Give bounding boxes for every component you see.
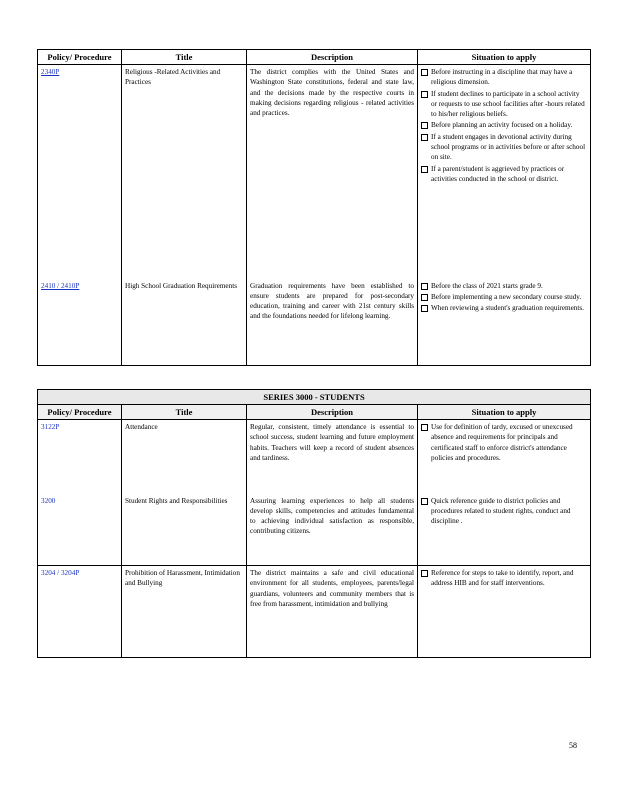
policy-link-2410[interactable]: 2410 / 2410P <box>41 281 80 290</box>
checkbox-bullet-icon <box>421 498 428 505</box>
table-row <box>38 420 591 494</box>
table-row <box>38 65 591 279</box>
policy-title: Student Rights and Responsibilities <box>122 494 247 566</box>
list-item: Before implementing a new secondary course study. <box>421 292 587 302</box>
policy-description: The district complies with the United States and Washington State constitutions, federal and state law, and the decisions made by the respective courts in making decisions regarding religious - related activities and practices. <box>247 65 418 279</box>
checkbox-bullet-icon <box>421 134 428 141</box>
policy-number: 3200 <box>38 494 122 566</box>
policy-title: Religious -Related Activities and Practices <box>122 65 247 279</box>
series-header-row <box>38 390 591 405</box>
header-description: Description <box>247 50 418 65</box>
policy-table-1 <box>37 49 591 366</box>
checkbox-bullet-icon <box>421 122 428 129</box>
header-policy: Policy/ Procedure <box>38 50 122 65</box>
list-item: Before instructing in a discipline that may have a religious dimension. <box>421 67 587 88</box>
policy-title: Prohibition of Harassment, Intimidation and Bullying <box>122 566 247 658</box>
checkbox-bullet-icon <box>421 166 428 173</box>
policy-number: 3122P <box>38 420 122 494</box>
header-situation: Situation to apply <box>418 50 591 65</box>
checkbox-bullet-icon <box>421 305 428 312</box>
table-row <box>38 279 591 366</box>
list-item: Before planning an activity focused on a holiday. <box>421 120 587 130</box>
situation-list <box>421 496 587 527</box>
list-item: If a student engages in devotional activity during school programs or in activities before or after school on site. <box>421 132 587 163</box>
table-header-row <box>38 50 591 65</box>
table-row <box>38 494 591 566</box>
checkbox-bullet-icon <box>421 69 428 76</box>
policy-title: Attendance <box>122 420 247 494</box>
checkbox-bullet-icon <box>421 91 428 98</box>
policy-description: Regular, consistent, timely attendance is essential to school success, student learning and future employment habits. Teachers will keep a record of student absences and tardiness. <box>247 420 418 494</box>
header-title: Title <box>122 50 247 65</box>
list-item: If a parent/student is aggrieved by practices or activities conducted in the school or district. <box>421 164 587 185</box>
header-title: Title <box>122 405 247 420</box>
policy-link-3204[interactable]: 3204 / 3204P <box>41 569 80 577</box>
policy-description: The district maintains a safe and civil educational environment for all students, employees, parents/legal guardians, volunteers and community members that is free from harassment, intimidation and bullying <box>247 566 418 658</box>
policy-description: Graduation requirements have been established to ensure students are prepared for post-secondary education, training and career with 21st century skills and the foundations needed for lifelong learning. <box>247 279 418 366</box>
policy-description: Assuring learning experiences to help all students develop skills, competencies and attitudes fundamental to achieving individual satisfaction as responsible, contributing citizens. <box>247 494 418 566</box>
list-item: If student declines to participate in a school activity or requests to use school facilities after -hours related to his/her religious beliefs. <box>421 89 587 120</box>
checkbox-bullet-icon <box>421 283 428 290</box>
checkbox-bullet-icon <box>421 294 428 301</box>
policy-link-2340p[interactable]: 2340P <box>41 68 60 76</box>
situation-list <box>421 281 587 314</box>
list-item: When reviewing a student's graduation requirements. <box>421 303 587 313</box>
situation-list <box>421 67 587 184</box>
list-item: Before the class of 2021 starts grade 9. <box>421 281 587 291</box>
situation-list <box>421 568 587 589</box>
header-policy: Policy/ Procedure <box>38 405 122 420</box>
series-title: SERIES 3000 - STUDENTS <box>38 390 591 405</box>
policy-table-2 <box>37 389 591 658</box>
list-item: Quick reference guide to district policies and procedures related to student rights, conduct and discipline . <box>421 496 587 527</box>
table-row <box>38 566 591 658</box>
situation-list <box>421 422 587 463</box>
checkbox-bullet-icon <box>421 570 428 577</box>
checkbox-bullet-icon <box>421 424 428 431</box>
header-description: Description <box>247 405 418 420</box>
list-item: Reference for steps to take to identify, report, and address HIB and for staff interventions. <box>421 568 587 589</box>
page-number: 58 <box>569 741 577 750</box>
policy-title: High School Graduation Requirements <box>122 279 247 366</box>
header-situation: Situation to apply <box>418 405 591 420</box>
table-header-row <box>38 405 591 420</box>
list-item: Use for definition of tardy, excused or unexcused absence and requirements for principals and certificated staff to enforce district's attendance policies and procedures. <box>421 422 587 463</box>
